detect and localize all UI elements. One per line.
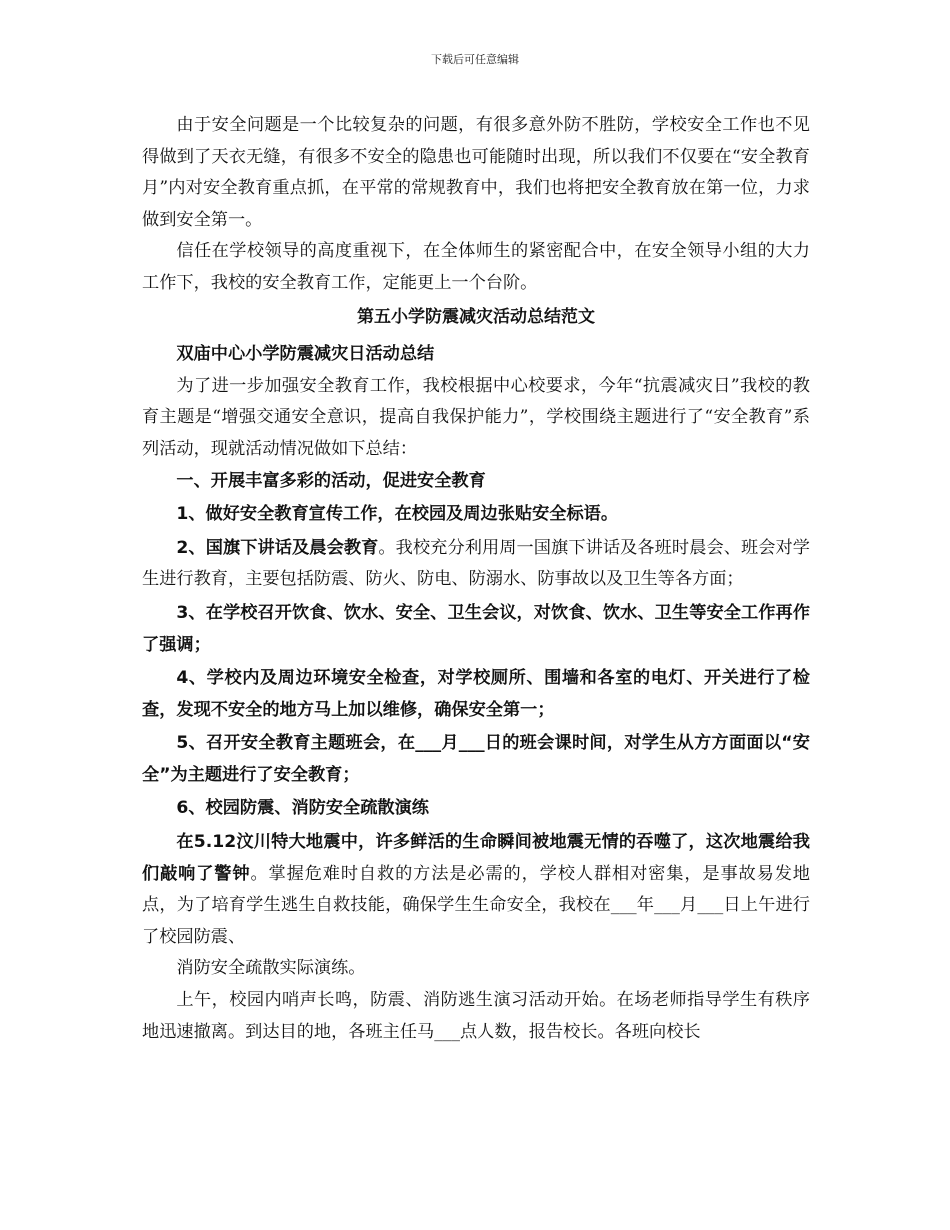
- paragraph-safety-priority: 由于安全问题是一个比较复杂的问题，有很多意外防不胜防，学校安全工作也不见得做到了天衣无缝，有很多不安全的隐患也可能随时出现，所以我们不仅要在“安全教育月”内对安全教育重点抓，在平常的常规教育中，我们也将把安全教育放在第一位，力求做到安全第一。: [142, 115, 810, 230]
- document-body: [142, 110, 810, 1048]
- document-subtitle: 双庙中心小学防震减灾日活动总结: [176, 344, 435, 365]
- list-item-3: 3、在学校召开饮食、饮水、安全、卫生会议，对饮食、饮水、卫生等安全工作再作了强调；: [142, 602, 810, 655]
- list-item-5: 5、召开安全教育主题班会，在___月___日的班会课时间，对学生从方方面面以“安全”为主题进行了安全教育；: [142, 733, 810, 785]
- list-item-1: 1、做好安全教育宣传工作，在校园及周边张贴安全标语。: [176, 504, 619, 525]
- paragraph-earthquake: [142, 827, 810, 953]
- paragraph-earthquake-body: 。掌握危难时自救的方法是必需的，学校人群相对密集，是事故易发地点，为了培育学生逃生自救技能，确保学生生命安全，我校在___年___月___日上午进行了校园防震、: [142, 863, 810, 947]
- list-item-6: 6、校园防震、消防安全疏散演练: [176, 798, 429, 819]
- list-item-2: [142, 533, 810, 596]
- paragraph-drill-morning: 上午，校园内哨声长鸣，防震、消防逃生演习活动开始。在场老师指导学生有秩序地迅速撤离。到达目的地，各班主任马___点人数，报告校长。各班向校长: [142, 990, 810, 1042]
- paragraph-drill-continued: 消防安全疏散实际演练。: [176, 958, 366, 979]
- paragraph-earthquake-lead: 在5.12汶川特大地震中，许多鲜活的生命瞬间被地震无情的吞噬了，这次地震给我们敲响了警钟: [142, 832, 810, 884]
- document-title: 第五小学防震减灾活动总结范文: [357, 306, 595, 327]
- paragraph-confidence: 信任在学校领导的高度重视下，在全体师生的紧密配合中，在安全领导小组的大力工作下，我校的安全教育工作，定能更上一个台阶。: [142, 241, 810, 293]
- list-item-2-body: 。我校充分利用周一国旗下讲话及各班时晨会、班会对学生进行教育，主要包括防震、防火、防电、防溺水、防事故以及卫生等各方面；: [142, 537, 810, 590]
- section-heading-1: 一、开展丰富多彩的活动，促进安全教育: [176, 470, 486, 491]
- list-item-2-heading: 2、国旗下讲话及晨会教育: [176, 537, 379, 558]
- list-item-4: 4、学校内及周边环境安全检查，对学校厕所、围墙和各室的电灯、开关进行了检查，发现不安全的地方马上加以维修，确保安全第一；: [142, 668, 810, 720]
- page-header-note: 下载后可任意编辑: [431, 53, 519, 66]
- paragraph-intro: 为了进一步加强安全教育工作，我校根据中心校要求，今年“抗震减灾日”我校的教育主题是“增强交通安全意识，提高自我保护能力”，学校围绕主题进行了“安全教育”系列活动，现就活动情况做如下总结：: [142, 375, 810, 459]
